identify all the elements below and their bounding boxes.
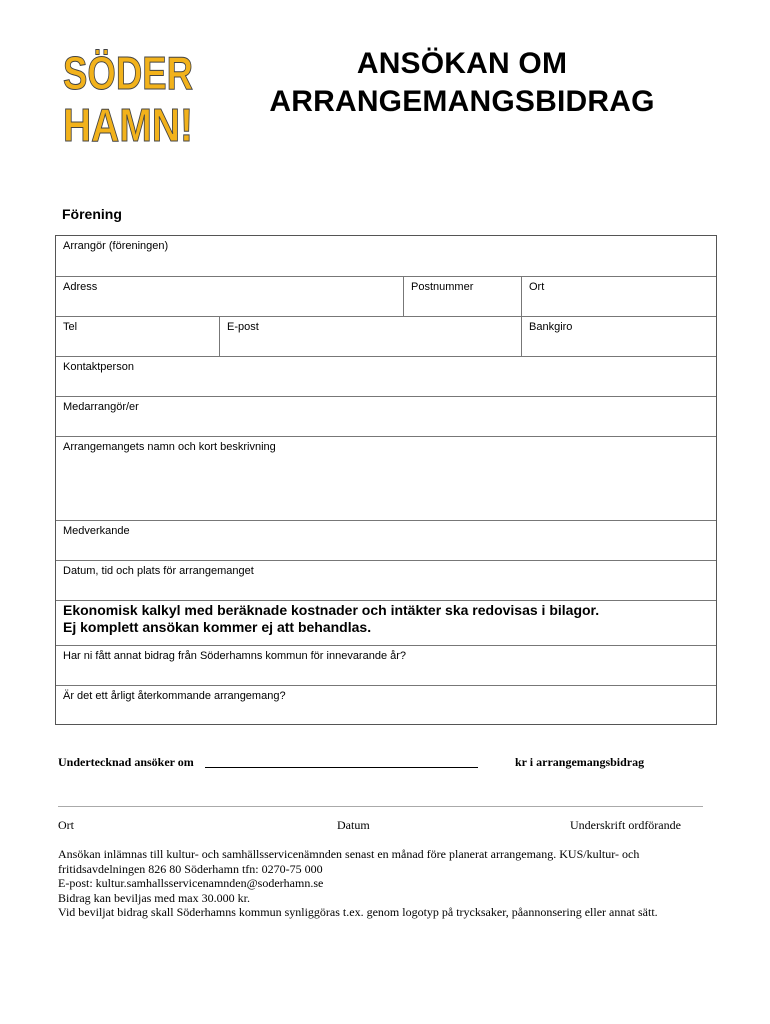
amount-suffix: kr i arrangemangsbidrag (515, 755, 645, 769)
logo-line-1: SÖDER (63, 47, 193, 99)
info-line-1: Ansökan inlämnas till kultur- och samhällsservicenämnden senast en månad före planerat arrangemang. KUS/kultur- och (58, 847, 640, 861)
page-title (232, 45, 692, 121)
info-line-2: fritidsavdelningen 826 80 Söderhamn tfn: 0270-75 000 (58, 861, 323, 876)
row-medverkande (56, 520, 716, 560)
kalkyl-notice (56, 601, 716, 645)
row-datum-tid-plats (56, 560, 716, 600)
amount-line (58, 755, 658, 770)
label-medverkande: Medverkande (63, 525, 130, 537)
field-medverkande[interactable] (56, 521, 716, 560)
label-datum-tid-plats: Datum, tid och plats för arrangemanget (63, 565, 254, 577)
field-beskrivning[interactable] (56, 437, 716, 520)
row-arrangor (56, 236, 716, 276)
field-kontaktperson[interactable] (56, 357, 716, 396)
row-notice (56, 600, 716, 645)
field-epost[interactable] (219, 317, 521, 356)
application-form (55, 235, 717, 725)
info-line-4: Bidrag kan beviljas med max 30.000 kr. (58, 890, 250, 905)
logo-line-2: HAMN! (63, 99, 193, 151)
notice-line-2: Ej komplett ansökan kommer ej att behandlas. (63, 619, 372, 635)
submission-info (58, 847, 738, 920)
label-bankgiro: Bankgiro (529, 321, 573, 333)
label-arligt: Är det ett årligt återkommande arrangemang? (63, 690, 286, 702)
info-line-5: Vid beviljat bidrag skall Söderhamns kommun synliggöras t.ex. genom logotyp på trycksaker, påannonsering eller annat sätt. (58, 905, 658, 919)
label-postnummer: Postnummer (411, 281, 474, 293)
field-tel[interactable] (56, 317, 219, 356)
row-arligt (56, 685, 716, 725)
amount-field[interactable] (205, 767, 478, 768)
row-beskrivning (56, 436, 716, 520)
field-medarrangor[interactable] (56, 397, 716, 436)
field-postnummer[interactable] (403, 277, 521, 316)
label-adress: Adress (63, 281, 98, 293)
row-annat-bidrag (56, 645, 716, 685)
label-arrangor: Arrangör (föreningen) (63, 240, 169, 252)
signature-divider (58, 806, 703, 807)
caption-ort: Ort (58, 818, 74, 832)
field-arligt[interactable] (56, 686, 716, 725)
info-line-3: E-post: kultur.samhallsservicenamnden@soderhamn.se (58, 876, 324, 890)
label-ort: Ort (529, 281, 545, 293)
caption-datum: Datum (337, 818, 370, 832)
label-kontaktperson: Kontaktperson (63, 361, 134, 373)
label-tel: Tel (63, 321, 78, 333)
row-medarrangor (56, 396, 716, 436)
field-adress[interactable] (56, 277, 403, 316)
title-line-1: ANSÖKAN OM (356, 47, 568, 80)
field-bankgiro[interactable] (521, 317, 716, 356)
caption-underskrift: Underskrift ordförande (570, 818, 681, 832)
label-epost: E-post (227, 321, 259, 333)
field-ort[interactable] (521, 277, 716, 316)
amount-prefix: Undertecknad ansöker om (58, 755, 194, 769)
notice-line-1: Ekonomisk kalkyl med beräknade kostnader och intäkter ska redovisas i bilagor. (63, 602, 600, 618)
title-line-2: ARRANGEMANGSBIDRAG (269, 85, 655, 118)
row-kontaktperson (56, 356, 716, 396)
field-arrangor[interactable] (56, 236, 716, 276)
label-beskrivning: Arrangemangets namn och kort beskrivning (63, 441, 276, 453)
soderhamn-logo (62, 44, 196, 151)
field-datum-tid-plats[interactable] (56, 561, 716, 600)
label-medarrangor: Medarrangör/er (63, 401, 139, 413)
label-annat-bidrag: Har ni fått annat bidrag från Söderhamns kommun för innevarande år? (63, 650, 407, 662)
row-tel (56, 316, 716, 356)
section-label-forening: Förening (62, 206, 122, 222)
field-annat-bidrag[interactable] (56, 646, 716, 685)
row-adress (56, 276, 716, 316)
